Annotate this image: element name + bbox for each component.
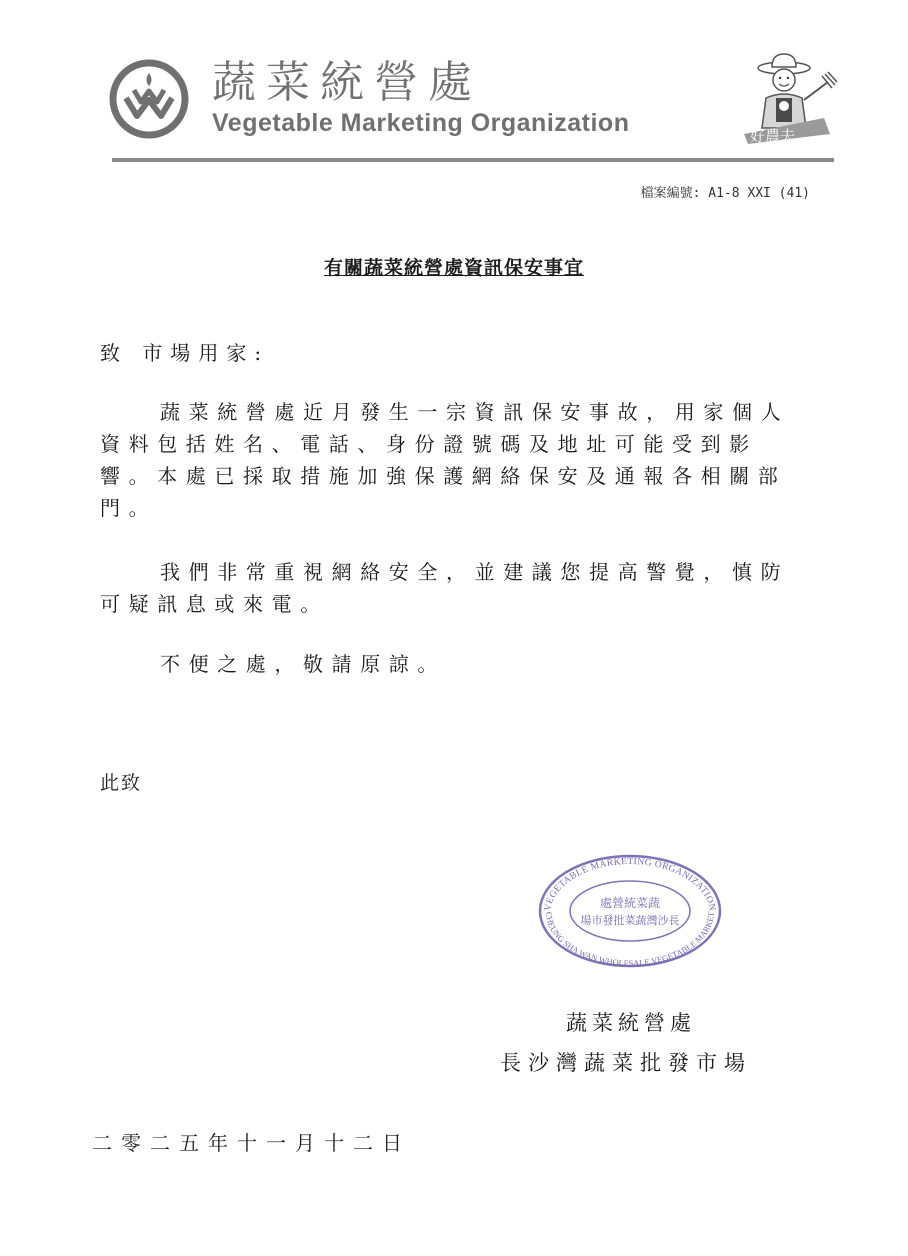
vmo-logo-icon <box>108 58 190 140</box>
mascot-caption: 好農夫 <box>750 127 796 145</box>
organization-seal-stamp <box>536 852 724 970</box>
paragraph-incident: 蔬菜統營處近月發生一宗資訊保安事故，用家個人資料包括姓名、電話、身份證號碼及地址可能受到影響。本處已採取措施加強保護網絡保安及通報各相關部門。 <box>100 400 790 520</box>
letter-title: 有關蔬菜統營處資訊保安事宜 <box>323 257 584 279</box>
salutation: 致 市場用家: <box>100 341 270 365</box>
paragraph-apology: 不便之處，敬請原諒。 <box>160 652 446 676</box>
org-name-english: Vegetable Marketing Organization <box>212 109 630 137</box>
farmer-mascot-icon <box>738 48 838 148</box>
signature-organization: 蔬菜統營處 <box>566 1011 696 1035</box>
seal-outer-top-text: VEGETABLE MARKETING ORGANIZATION <box>543 856 717 912</box>
letter-date: 二零二五年十一月十二日 <box>92 1131 411 1155</box>
seal-inner-line-1: 處營統菜蔬 <box>599 896 661 910</box>
letterhead <box>0 0 908 170</box>
org-name-chinese: 蔬菜統營處 <box>212 57 482 108</box>
paragraph-advice: 我們非常重視網絡安全，並建議您提高警覺，慎防可疑訊息或來電。 <box>100 560 790 616</box>
closing-phrase: 此致 <box>100 772 143 794</box>
seal-inner-line-2: 場市發批菜蔬灣沙長 <box>580 914 680 927</box>
signature-market: 長沙灣蔬菜批發市場 <box>500 1051 752 1075</box>
file-number: 檔案編號: A1-8 XXI (41) <box>640 186 810 201</box>
header-divider <box>112 158 834 162</box>
seal-outer-bottom-text: CHEUNG SHA WAN WHOLESALE VEGETABLE MARKET <box>543 911 717 969</box>
